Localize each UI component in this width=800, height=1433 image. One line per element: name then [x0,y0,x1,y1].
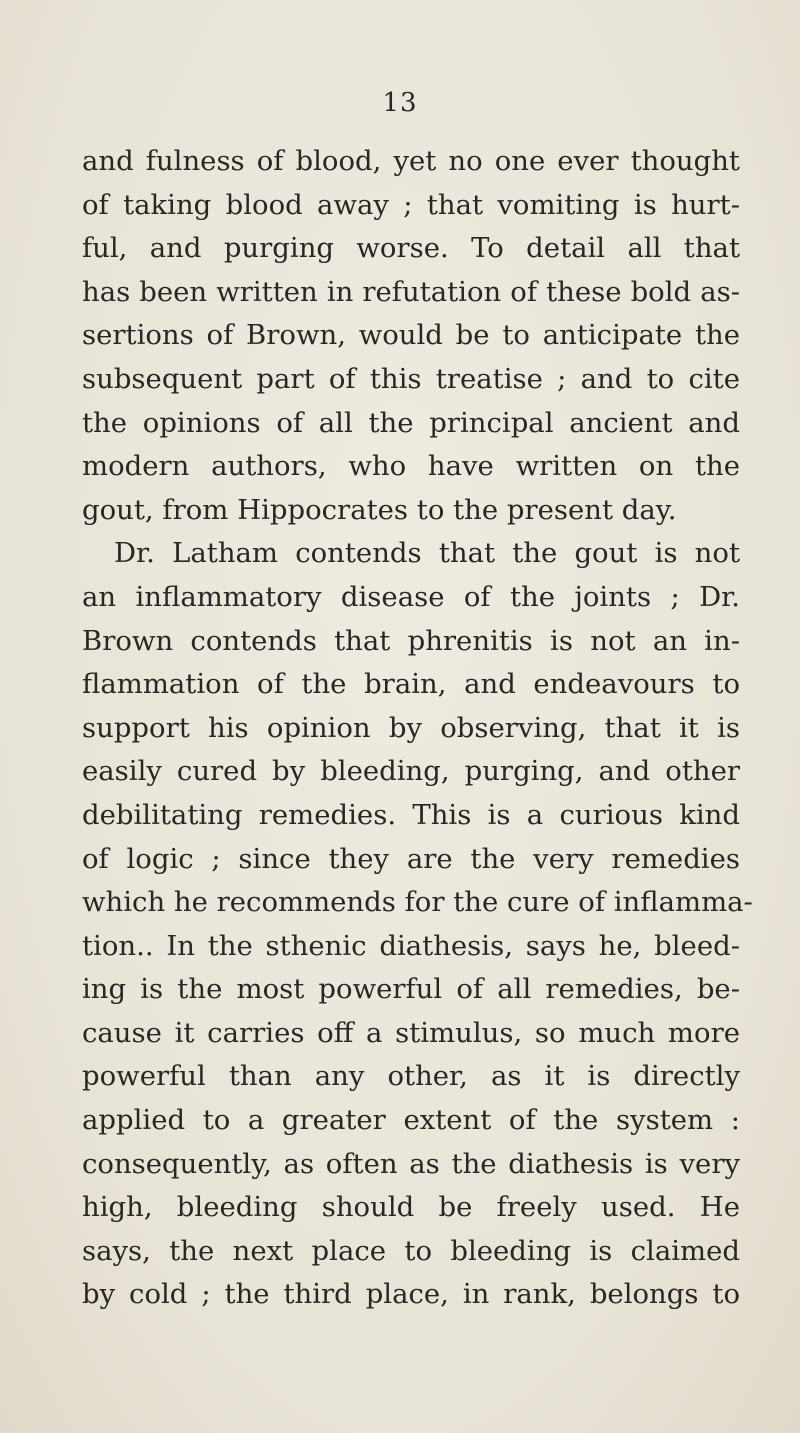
text-line: debilitating remedies. This is a curious kind [82,798,740,831]
text-line: says, the next place to bleeding is claimed [82,1234,740,1267]
text-line: Dr. Latham contends that the gout is not [114,537,740,570]
text-line: and fulness of blood, yet no one ever thought [82,145,740,177]
text-line: gout, from Hippocrates to the present day. [82,493,677,526]
text-line: ing is the most powerful of all remedies, be- [82,973,740,1006]
text-line: the opinions of all the principal ancient and [82,406,740,439]
text-line: support his opinion by observing, that it is [82,711,740,744]
text-line: tion.. In the sthenic diathesis, says he, bleed- [82,929,740,962]
text-line: consequently, as often as the diathesis is very [82,1147,740,1180]
text-line: of taking blood away ; that vomiting is hurt- [82,188,740,221]
text-line: Brown contends that phrenitis is not an in- [82,624,740,657]
text-line: of logic ; since they are the very remedies [82,842,740,875]
body-text [82,140,753,1317]
text-line: has been written in refutation of these bold as- [82,275,740,308]
text-line: flammation of the brain, and endeavours to [82,668,740,701]
text-line: modern authors, who have written on the [82,450,740,483]
page-number: 13 [382,88,418,118]
text-line: powerful than any other, as it is directly [82,1060,740,1093]
text-line: easily cured by bleeding, purging, and other [82,755,740,788]
text-line: ful, and purging worse. To detail all that [82,232,740,265]
text-line: an inflammatory disease of the joints ; Dr. [82,580,740,613]
text-line: cause it carries off a stimulus, so much more [82,1016,740,1049]
text-line: high, bleeding should be freely used. He [82,1191,740,1224]
text-line: sertions of Brown, would be to anticipate the [82,319,740,352]
text-line: subsequent part of this treatise ; and to cite [82,362,740,395]
text-line: by cold ; the third place, in rank, belongs to [82,1278,740,1311]
text-line: applied to a greater extent of the system : [82,1104,740,1137]
text-line: which he recommends for the cure of inflamma- [82,886,753,919]
